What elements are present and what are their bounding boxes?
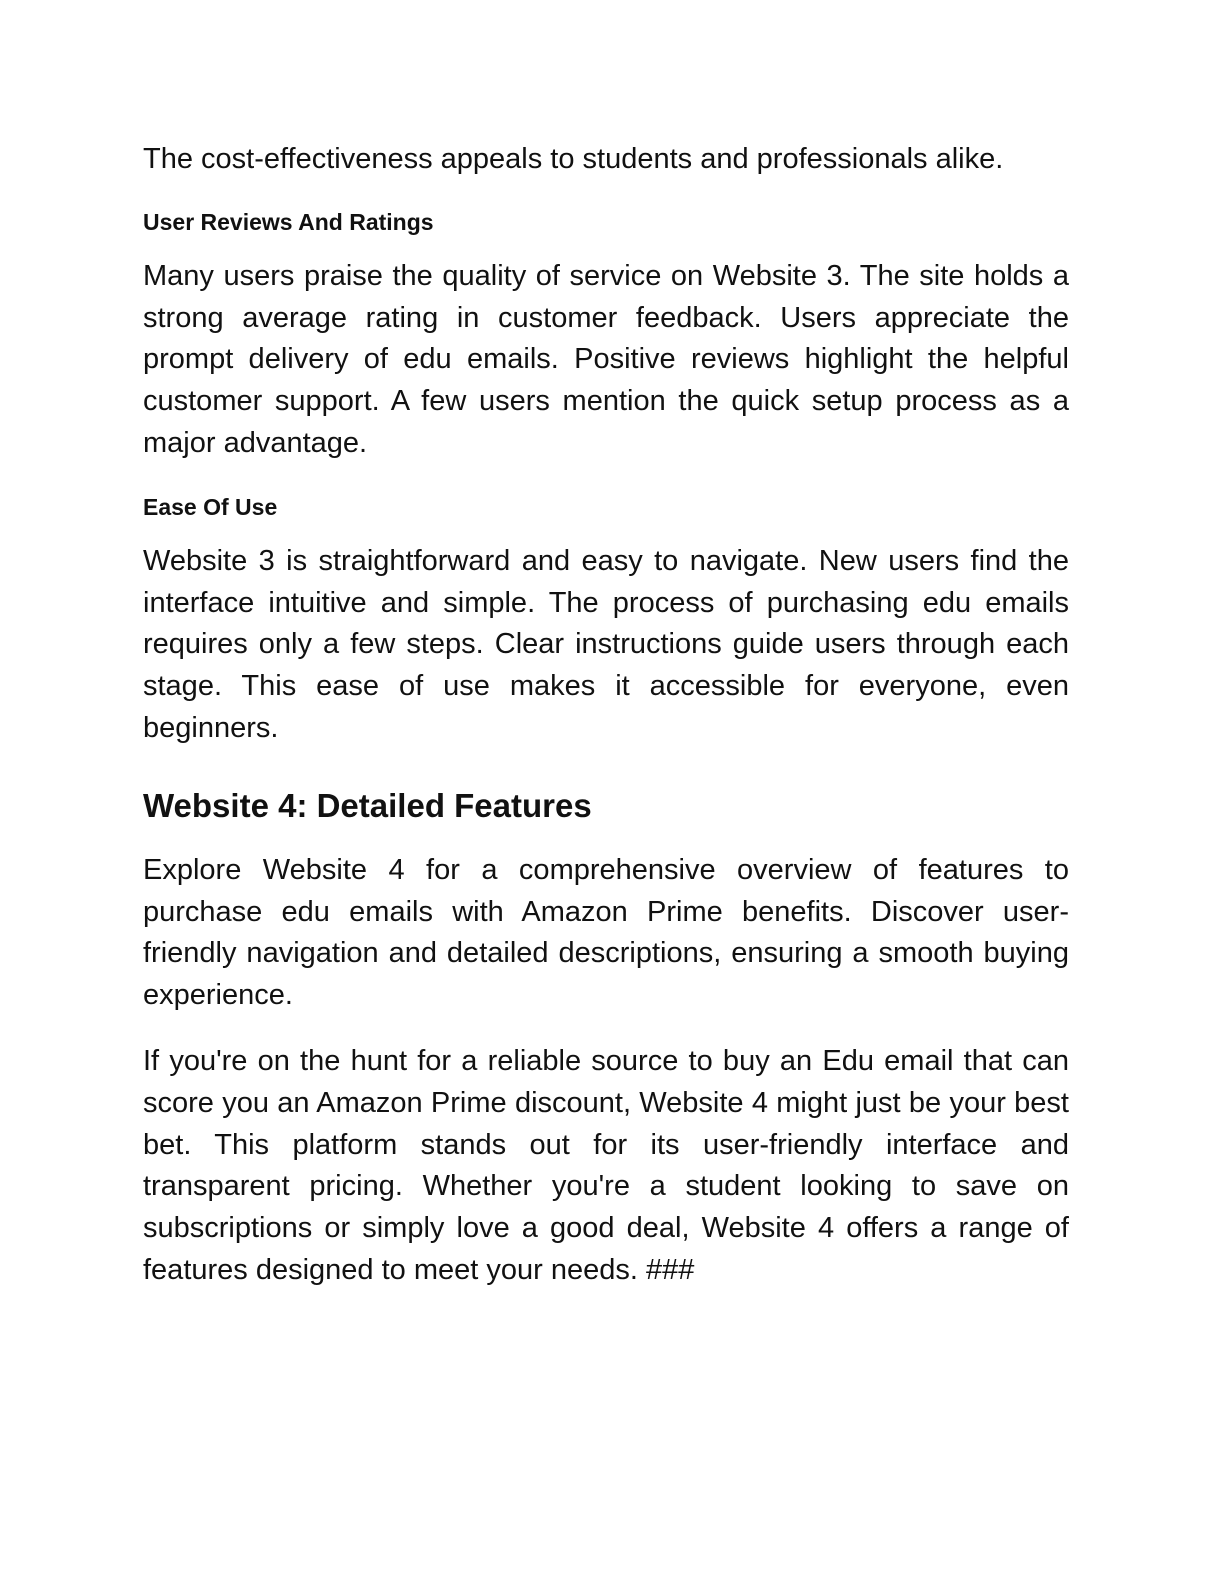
website-4-heading: Website 4: Detailed Features [143, 786, 592, 824]
intro-paragraph: The cost-effectiveness appeals to students and professionals alike. [143, 143, 1004, 175]
document-page [143, 139, 1069, 1292]
ease-of-use-paragraph: Website 3 is straightforward and easy to navigate. New users find the interface intuitive and simple. The process of purchasing edu emails requires only a few steps. Clear instructions guide users through each stage. This ease of use makes it accessible for everyone, even beginners. [143, 544, 1069, 744]
website-4-paragraph-2: If you're on the hunt for a reliable source to buy an Edu email that can score you an Amazon Prime discount, Website 4 might just be your best bet. This platform stands out for its user-friendly interface and transparent pricing. Whether you're a student looking to save on subscriptions or simply love a good deal, Website 4 offers a range of features designed to meet your needs. ### [143, 1044, 1069, 1286]
website-4-paragraph-1: Explore Website 4 for a comprehensive overview of features to purchase edu emails with Amazon Prime benefits. Discover user-friendly navigation and detailed descriptions, ensuring a smooth buying experience. [143, 853, 1069, 1012]
ease-of-use-heading: Ease Of Use [143, 493, 278, 520]
user-reviews-paragraph: Many users praise the quality of service on Website 3. The site holds a strong average rating in customer feedback. Users appreciate the prompt delivery of edu emails. Positive reviews highlight the helpful customer support. A few users mention the quick setup process as a major advantage. [143, 259, 1069, 459]
user-reviews-heading: User Reviews And Ratings [143, 208, 434, 235]
